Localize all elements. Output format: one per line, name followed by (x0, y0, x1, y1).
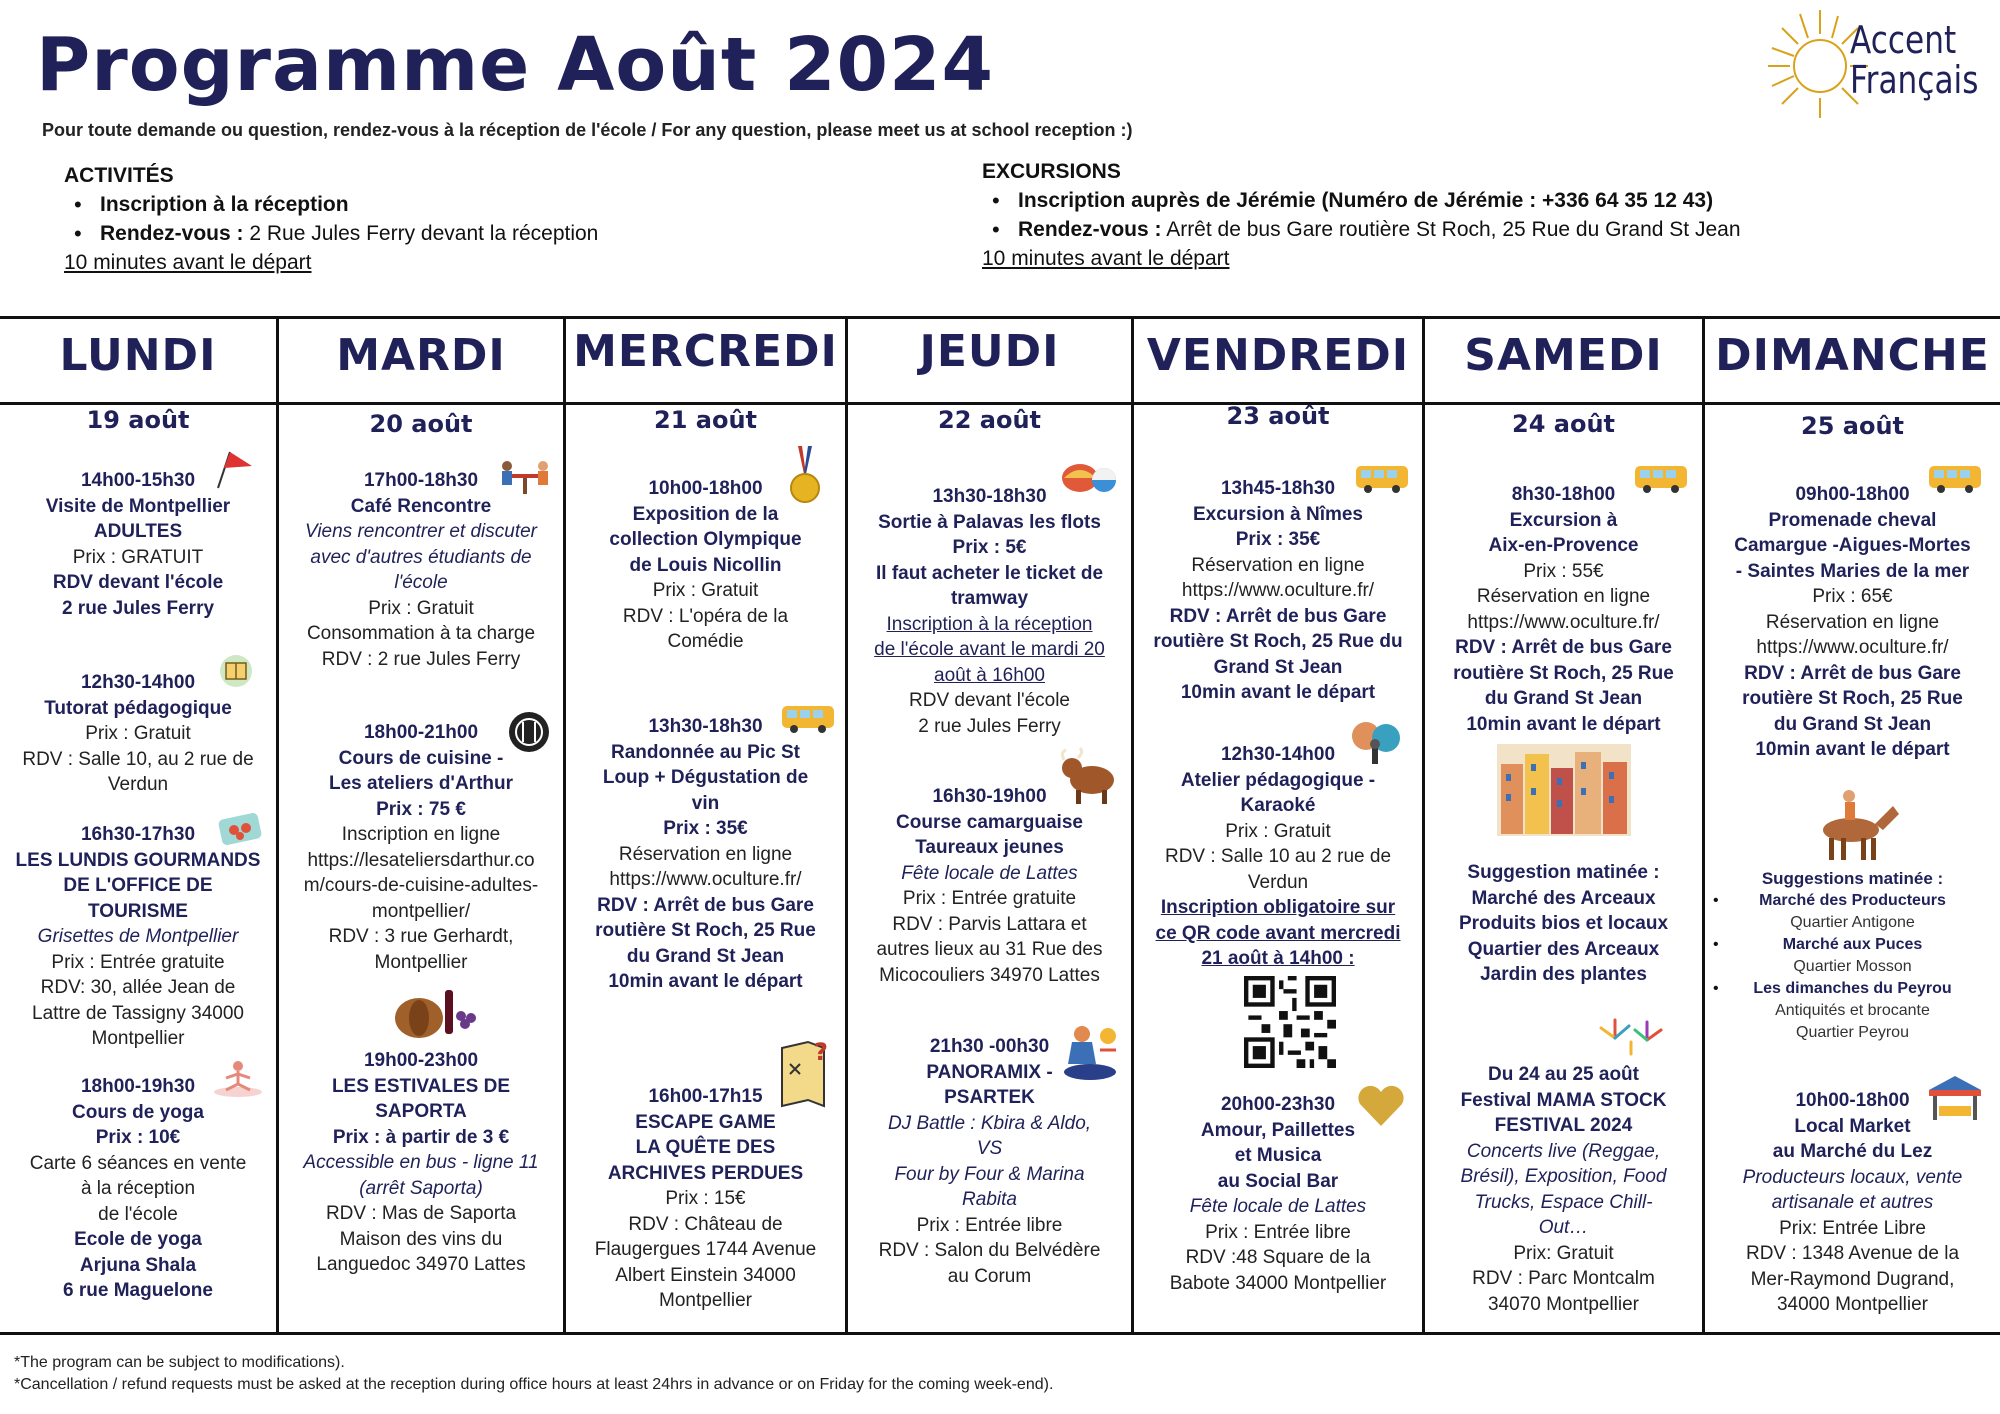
day-header-dimanche: DIMANCHE (1715, 330, 1990, 381)
horse-rider-icon (1805, 784, 1905, 864)
event-amour-paillettes: 20h00-23h30 Amour, Paillettes et Musica au Social Bar Fête locale de Lattes Prix : Entrée libre RDV :48 Square de la Babote 34000 Montpellier (1169, 1094, 1387, 1294)
event-visite-montpellier: 14h00-15h30 Visite de Montpellier ADULTES Prix : GRATUIT RDV devant l'école 2 rue Jules Ferry (45, 470, 231, 619)
day-header-mercredi: MERCREDI (573, 326, 838, 377)
cafe-table-icon (497, 456, 553, 496)
date-label: 21 août (654, 406, 757, 434)
footer-note-modifications: *The program can be subject to modifications). (14, 1354, 345, 1371)
candy-box-icon (214, 802, 266, 848)
svg-text:?: ? (814, 1038, 828, 1066)
activites-heading: ACTIVITÉS (64, 164, 174, 187)
activites-note: 10 minutes avant le départ (64, 251, 312, 274)
book-icon (218, 654, 254, 688)
dj-icon (1060, 1020, 1120, 1082)
event-lundis-gourmands: 16h30-17h30 LES LUNDIS GOURMANDS DE L'OFFICE DE TOURISME Grisettes de Montpellier Prix : Entrée gratuite RDV: 30, allée Jean de Lattre de Tassigny 34000 Montpellier (15, 824, 261, 1049)
logo-text: Accent Français (1850, 18, 1979, 102)
excursions-item-rdv: • Rendez-vous : Arrêt de bus Gare routière St Roch, 25 Rue du Grand St Jean (982, 215, 1741, 244)
bull-icon (1056, 744, 1122, 806)
activites-item-inscription: • Inscription à la réception (64, 190, 598, 219)
excursions-info (982, 160, 1741, 273)
event-exposition-olympique: 10h00-18h00 Exposition de la collection Olympique de Louis Nicollin Prix : Gratuit RDV : L'opéra de la Comédie (609, 478, 802, 652)
event-escape-game: 16h00-17h15 ESCAPE GAME LA QUÊTE DES ARCHIVES PERDUES Prix : 15€ RDV : Château de Flaugergues 1744 Avenue Albert Einstein 34000 Montpellier (594, 1086, 817, 1311)
glitter-heart-icon (1356, 1082, 1406, 1128)
event-promenade-cheval: 09h00-18h00 Promenade cheval Camargue -Aigues-Mortes - Saintes Maries de la mer Prix : 65€ Réservation en ligne https://www.oculture.fr/ RDV : Arrêt de bus Gare routière St Roch, 25 Rue du Grand St Jean 10min avant le départ (1734, 484, 1971, 760)
beach-icon (1058, 446, 1120, 498)
event-mama-stock: Du 24 au 25 août Festival MAMA STOCK FESTIVAL 2024 Concerts live (Reggae, Brésil), Exposition, Food Trucks, Espace Chill- Out… Prix: Gratuit RDV : Parc Montcalm 34070 Montpellier (1460, 1064, 1667, 1315)
date-label: 20 août (369, 410, 473, 438)
excursions-heading: EXCURSIONS (982, 160, 1121, 183)
medal-icon (788, 444, 822, 504)
column-lundi (0, 408, 276, 1328)
treasure-map-icon (778, 1034, 834, 1110)
event-excursion-nimes: 13h45-18h30 Excursion à Nîmes Prix : 35€ Réservation en ligne https://www.oculture.fr/ RDV : Arrêt de bus Gare routière St Roch, 25 Rue du Grand St Jean 10min avant le départ (1153, 478, 1403, 703)
plate-cutlery-icon (507, 710, 551, 754)
date-label: 25 août (1801, 412, 1904, 440)
bus-icon (1927, 464, 1983, 494)
excursions-note: 10 minutes avant le départ (982, 247, 1230, 270)
day-header-samedi: SAMEDI (1464, 330, 1663, 381)
list-item: • Les dimanches du Peyrou Antiquités et brocante Quartier Peyrou (1705, 978, 2000, 1044)
event-panoramix: 21h30 -00h30 PANORAMIX - PSARTEK DJ Battle : Kbira & Aldo, VS Four by Four & Marina Rabita Prix : Entrée libre RDV : Salon du Belvédère au Corum (878, 1036, 1101, 1287)
date-label: 22 août (938, 406, 1041, 434)
activites-item-rdv: • Rendez-vous : 2 Rue Jules Ferry devant la réception (64, 219, 598, 248)
bus-icon (1354, 464, 1410, 494)
day-header-lundi: LUNDI (59, 330, 217, 381)
date-label: 23 août (1226, 402, 1330, 430)
karaoke-icon (1346, 714, 1406, 768)
event-estivales-saporta: 19h00-23h00 LES ESTIVALES DE SAPORTA Prix : à partir de 3 € Accessible en bus - ligne 11 (arrêt Saporta) RDV : Mas de Saporta Maison des vins du Languedoc 34970 Lattes (303, 1050, 539, 1275)
table-top-border (0, 316, 2000, 319)
wine-barrel-icon (389, 984, 479, 1040)
day-header-mardi: MARDI (336, 330, 506, 381)
aix-houses-illustration (1497, 744, 1631, 836)
bus-icon (780, 704, 836, 734)
footer-note-cancellation: *Cancellation / refund requests must be asked at the reception during office hours at least 24hrs in advance or on Friday for the coming week-end). (14, 1376, 1054, 1393)
event-excursion-aix: 8h30-18h00 Excursion à Aix-en-Provence Prix : 55€ Réservation en ligne https://www.oculture.fr/ RDV : Arrêt de bus Gare routière St Roch, 25 Rue du Grand St Jean 10min avant le départ (1453, 484, 1674, 735)
yoga-icon (212, 1058, 264, 1098)
page-title: Programme Août 2024 (36, 22, 995, 108)
festival-fireworks-icon (1595, 1014, 1669, 1064)
day-header-jeudi: JEUDI (919, 326, 1060, 377)
column-mercredi (566, 408, 845, 1328)
event-palavas: 13h30-18h30 Sortie à Palavas les flots Prix : 5€ Il faut acheter le ticket de tramway Inscription à la réception de l'école avant le mardi 20 août à 16h00 RDV devant l'école 2 rue Jules Ferry (874, 486, 1105, 737)
date-label: 19 août (86, 406, 190, 434)
event-yoga: 18h00-19h30 Cours de yoga Prix : 10€ Carte 6 séances en vente à la réception de l'école Ecole de yoga Arjuna Shala 6 rue Maguelone (29, 1076, 247, 1301)
table-bottom-border (0, 1332, 2000, 1335)
event-atelier-karaoke: 12h30-14h00 Atelier pédagogique - Karaoké Prix : Gratuit RDV : Salle 10 au 2 rue de Verdun Inscription obligatoire sur ce QR code avant mercredi 21 août à 14h00 : (1155, 744, 1401, 969)
event-cafe-rencontre: 17h00-18h30 Café Rencontre Viens rencontrer et discuter avec d'autres étudiants de l'école Prix : Gratuit Consommation à ta charge RDV : 2 rue Jules Ferry (305, 470, 537, 670)
flag-icon (212, 450, 256, 490)
event-cours-cuisine: 18h00-21h00 Cours de cuisine - Les ateliers d'Arthur Prix : 75 € Inscription en ligne https://lesateliersdarthur.co m/cours-de-cuisine-adultes- montpellier/ RDV : 3 rue Gerhardt, Montpellier (303, 722, 539, 973)
activites-info (64, 164, 598, 277)
column-dimanche (1705, 408, 2000, 1328)
event-randonnee-pic-st-loup: 13h30-18h30 Randonnée au Pic St Loup + Dégustation de vin Prix : 35€ Réservation en ligne https://www.oculture.fr/ RDV : Arrêt de bus Gare routière St Roch, 25 Rue du Grand St Jean 10min avant le départ (595, 716, 816, 992)
event-course-camarguaise: 16h30-19h00 Course camarguaise Taureaux jeunes Fête locale de Lattes Prix : Entrée gratuite RDV : Parvis Lattara et autres lieux au 31 Rue des Micocouliers 34970 Lattes (876, 786, 1103, 986)
list-item: • Marché des Producteurs Quartier Antigone (1705, 890, 2000, 934)
qr-code[interactable] (1244, 976, 1336, 1068)
column-mardi (279, 408, 563, 1328)
suggestion-matinee-samedi: Suggestion matinée : Marché des Arceaux Produits bios et locaux Quartier des Arceaux Jardin des plantes (1458, 862, 1669, 985)
column-jeudi (848, 408, 1131, 1328)
list-item: • Marché aux Puces Quartier Mosson (1705, 934, 2000, 978)
excursions-item-inscription: • Inscription auprès de Jérémie (Numéro de Jérémie : +336 64 35 12 43) (982, 186, 1741, 215)
day-header-vendredi: VENDREDI (1146, 330, 1410, 381)
column-vendredi (1134, 402, 1422, 1328)
date-label: 24 août (1512, 410, 1615, 438)
table-header-border (0, 402, 2000, 405)
event-tutorat: 12h30-14h00 Tutorat pédagogique Prix : Gratuit RDV : Salle 10, au 2 rue de Verdun (22, 672, 254, 795)
bus-icon (1633, 464, 1689, 494)
suggestion-matinee-dimanche: Suggestions matinée : • Marché des Producteurs Quartier Antigone • Marché aux Puces Quartier Mosson • Les dimanches du Peyrou Antiquités et brocante Quartier Peyrou (1705, 868, 2000, 1044)
event-local-market: 10h00-18h00 Local Market au Marché du Lez Producteurs locaux, vente artisanale et autres Prix: Entrée Libre RDV : 1348 Avenue de la Mer-Raymond Dugrand, 34000 Montpellier (1742, 1090, 1963, 1315)
column-samedi (1425, 408, 1702, 1328)
page-subtitle: Pour toute demande ou question, rendez-vous à la réception de l'école / For any question, please meet us at school reception :) (42, 120, 1133, 140)
